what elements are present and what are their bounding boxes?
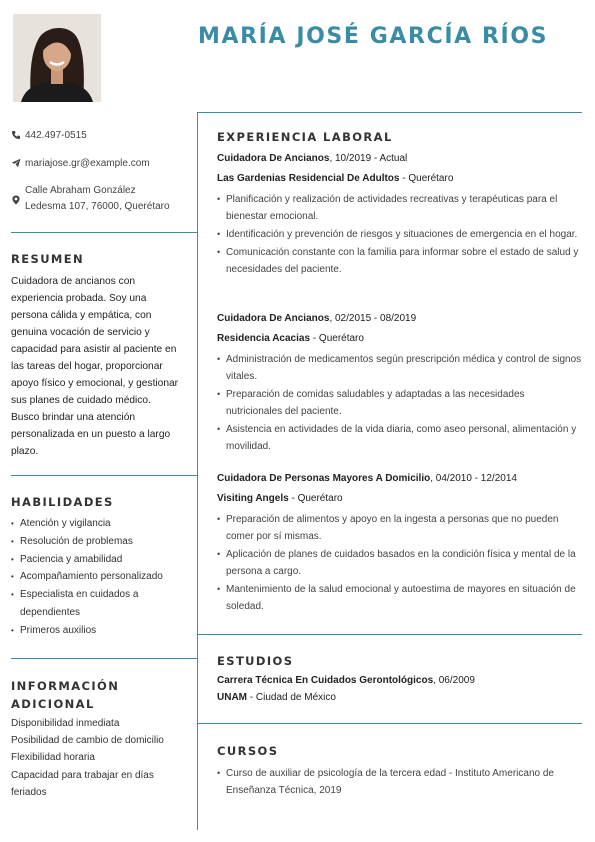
job-bullet: • Preparación de alimentos y apoyo en la ingesta a personas que no pueden comer por sí mismas.: [217, 511, 582, 545]
job-company: Residencia Acacias: [217, 333, 311, 344]
phone-text: 442.497-0515: [25, 130, 87, 141]
skill-item: • Atención y vigilancia: [11, 515, 171, 533]
divider-experience: [198, 634, 582, 635]
additional-item: Posibilidad de cambio de domicilio: [11, 735, 164, 747]
divider-education: [198, 723, 582, 724]
job-company-line: [217, 489, 582, 509]
education-location: - Ciudad de México: [247, 692, 336, 703]
additional-item: Capacidad para trabajar en días feriados: [11, 769, 154, 798]
additional-title-line-2: ADICIONAL: [11, 697, 95, 711]
job-role: Cuidadora De Ancianos: [217, 313, 330, 324]
education-school-line: [217, 689, 582, 706]
job-bullet: • Mantenimiento de la salud emocional y autoestima de mayores en situación de soledad.: [217, 581, 582, 615]
education-degree-line: [217, 672, 582, 689]
additional-title: [11, 677, 119, 713]
job-location: - Querétaro: [288, 493, 343, 504]
skill-item: • Especialista en cuidados a dependientes: [11, 586, 171, 622]
education-degree: Carrera Técnica En Cuidados Gerontológicos: [217, 675, 434, 686]
skill-item: • Paciencia y amabilidad: [11, 551, 171, 569]
skills-list: [11, 515, 171, 640]
job-bullet: • Administración de medicamentos según prescripción médica y control de signos vitales.: [217, 351, 582, 385]
additional-item: Disponibilidad inmediata: [11, 718, 120, 729]
job-entry-1: [217, 149, 582, 279]
additional-title-line-1: INFORMACIÓN: [11, 679, 120, 693]
job-bullets: [217, 351, 582, 455]
skill-item: • Resolución de problemas: [11, 533, 171, 551]
job-dates: , 10/2019 - Actual: [329, 153, 408, 164]
summary-title: RESUMEN: [11, 252, 85, 266]
job-bullet: • Planificación y realización de actividades recreativas y terapéuticas para el bienestar emocional.: [217, 191, 582, 225]
portrait-illustration: [13, 14, 101, 102]
education-title: ESTUDIOS: [217, 654, 294, 668]
job-bullet: • Aplicación de planes de cuidados basados en la condición física y mental de la persona a cargo.: [217, 546, 582, 580]
job-bullets: [217, 511, 582, 615]
job-entry-3: [217, 469, 582, 616]
job-company-line: [217, 169, 582, 189]
job-entry-2: [217, 309, 582, 456]
phone-icon: [11, 130, 21, 140]
job-role: Cuidadora De Ancianos: [217, 153, 330, 164]
address-line-1: Calle Abraham González: [25, 185, 136, 196]
candidate-name: MARÍA JOSÉ GARCÍA RÍOS: [198, 24, 549, 49]
additional-list: [11, 715, 181, 801]
location-pin-icon: [11, 195, 21, 205]
job-role-line: [217, 149, 582, 169]
skill-item: • Primeros auxilios: [11, 622, 171, 640]
send-icon: [11, 158, 21, 168]
contact-email: [11, 156, 191, 172]
job-dates: , 04/2010 - 12/2014: [430, 473, 517, 484]
job-company: Visiting Angels: [217, 493, 289, 504]
job-location: - Querétaro: [310, 333, 364, 344]
education-entry: [217, 672, 582, 706]
job-bullet: • Preparación de comidas saludables y adaptadas a las necesidades nutricionales del paciente.: [217, 386, 582, 420]
address-line-2: Ledesma 107, 76000, Querétaro: [25, 201, 170, 212]
job-role-line: [217, 309, 582, 329]
divider-skills: [11, 658, 197, 659]
job-location: - Querétaro: [399, 173, 454, 184]
job-role-line: [217, 469, 582, 489]
skills-title: HABILIDADES: [11, 495, 114, 509]
additional-item: Flexibilidad horaria: [11, 752, 95, 764]
education-date: , 06/2009: [433, 675, 475, 686]
header-divider: [198, 112, 582, 113]
courses-list: [217, 765, 582, 800]
education-school: UNAM: [217, 692, 247, 703]
contact-address: [11, 183, 196, 215]
job-dates: , 02/2015 - 08/2019: [329, 313, 417, 324]
job-bullet: • Asistencia en actividades de la vida diaria, como aseo personal, alimentación y movilidad.: [217, 421, 582, 455]
email-text: mariajose.gr@example.com: [25, 158, 150, 169]
profile-photo: [13, 14, 101, 102]
job-company-line: [217, 329, 582, 349]
summary-text: Cuidadora de ancianos con experiencia probada. Soy una persona cálida y empática, con genuina vocación de servicio y capacidad para asistir al paciente en las tareas del hogar, proporcionar apoyo físico y emocional, y gestionar sus planes de cuidado médico. Busco brindar una atención personalizada en un puesto a largo plazo.: [11, 276, 179, 457]
job-bullet: • Identificación y prevención de riesgos y situaciones de emergencia en el hogar.: [217, 226, 582, 243]
divider-summary: [11, 475, 197, 476]
skill-item: • Acompañamiento personalizado: [11, 568, 171, 586]
courses-title: CURSOS: [217, 744, 279, 758]
job-role: Cuidadora De Personas Mayores A Domicilio: [217, 473, 431, 484]
job-bullet: • Comunicación constante con la familia para informar sobre el estado de salud y necesidades del paciente.: [217, 244, 582, 278]
divider-contact: [11, 232, 197, 233]
experience-title: EXPERIENCIA LABORAL: [217, 130, 393, 144]
job-company: Las Gardenias Residencial De Adultos: [217, 173, 400, 184]
job-bullets: [217, 191, 582, 278]
course-item: • Curso de auxiliar de psicología de la tercera edad - Instituto Americano de Enseñanza Técnica, 2019: [217, 765, 582, 799]
contact-phone: [11, 128, 191, 144]
